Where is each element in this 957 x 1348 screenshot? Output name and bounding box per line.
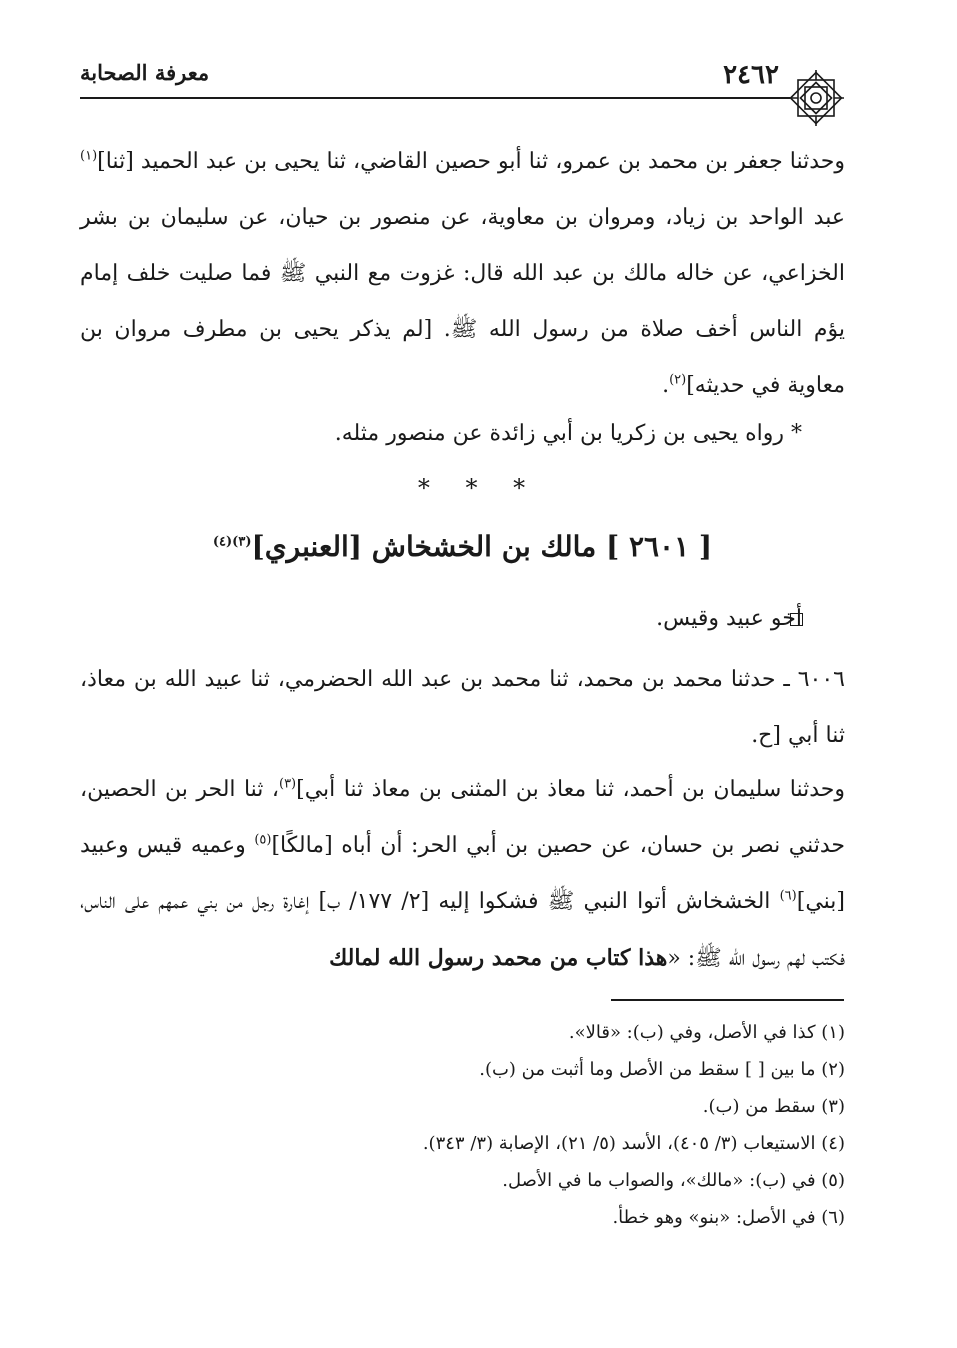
entry-heading bbox=[80, 530, 845, 563]
paragraph-text: ، ثنا الحر بن الحصين، حدثني نصر بن حسان، عن حصين بن أبي الحر: أن أباه [مالكًا] bbox=[80, 777, 845, 858]
section-divider-stars: * * * bbox=[417, 474, 540, 502]
paragraph-text: وحدثنا سليمان بن أحمد، ثنا معاذ بن المثنى بن معاذ ثنا أبي] bbox=[296, 777, 845, 802]
paragraph-text: الخشخاش أتوا النبي ﷺ فشكوا إليه [٢/ ١٧٧/ ب] إغارة رجل من بني عمهم على الناس، فكتب لهم رسول الله ﷺ: « bbox=[80, 889, 845, 971]
entry-heading-text: [ ٢٦٠١ ] مالك بن الخشخاش [العنبري] bbox=[251, 530, 713, 563]
footnote-1: (١) كذا في الأصل، وفي (ب): «قالا». bbox=[568, 1022, 845, 1043]
paragraph-text: . bbox=[662, 373, 670, 398]
footnote-4: (٤) الاستيعاب (٣/ ٤٠٥)، الأسد (٥/ ٢١)، الإصابة (٣/ ٣٤٣). bbox=[422, 1133, 845, 1154]
footnote-ref-5: (٥) bbox=[254, 832, 272, 848]
paragraph-hadith-1 bbox=[80, 134, 845, 414]
footnote-5: (٥) في (ب): «مالك»، والصواب ما في الأصل. bbox=[502, 1170, 845, 1191]
footnote-6: (٦) في الأصل: «بنو» وهو خطأ. bbox=[612, 1207, 845, 1228]
header-rule bbox=[80, 97, 790, 99]
footnote-3: (٣) سقط من (ب). bbox=[702, 1096, 845, 1117]
page-number: ٢٤٦٢ bbox=[723, 60, 779, 90]
footnote-ref-6: (٦) bbox=[779, 888, 797, 904]
footnotes bbox=[80, 1014, 845, 1236]
paragraph-hadith-6006: ٦٠٠٦ ـ حدثنا محمد بن محمد، ثنا محمد بن عبد الله الحضرمي، ثنا عبيد الله بن معاذ، ثنا أبي [ح. bbox=[80, 667, 845, 748]
paragraph-text: وعميه قيس وعبيد [بني] bbox=[80, 833, 845, 914]
footnote-rule bbox=[611, 999, 844, 1001]
footnote-ref-3: (٣) bbox=[278, 776, 297, 792]
entry-description: أخو عبيد وقيس. bbox=[656, 606, 802, 631]
paragraph-narration-note: * رواه يحيى بن زكريا بن أبي زائدة عن منصور مثله. bbox=[334, 421, 802, 446]
paragraph-text: عبد الواحد بن زياد، ومروان بن معاوية، عن منصور بن حيان، عن سليمان بن بشر الخزاعي، عن خاله مالك بن عبد الله قال: غزوت مع النبي ﷺ فما صليت خلف إمام يؤم الناس أخف صلاة من رسول الله ﷺ. [لم يذكر يحيى بن مطرف مروان بن معاوية في حديثه] bbox=[80, 205, 845, 398]
running-title: معرفة الصحابة bbox=[80, 60, 210, 85]
footnote-ref-3-4: (٣)(٤) bbox=[212, 534, 252, 550]
paragraph-text: وحدثنا جعفر بن محمد بن عمرو، ثنا أبو حصين القاضي، ثنا يحيى بن عبد الحميد [ثنا] bbox=[97, 149, 845, 174]
footnote-2: (٢) ما بين [ ] سقط من الأصل وما أثبت من (ب). bbox=[479, 1059, 845, 1080]
bold-quote: هذا كتاب من محمد رسول الله لمالك bbox=[329, 945, 668, 971]
footnote-ref-2: (٢) bbox=[669, 372, 687, 388]
footnote-ref-1: (١) bbox=[80, 148, 98, 164]
paragraph-hadith-chain bbox=[80, 762, 845, 987]
